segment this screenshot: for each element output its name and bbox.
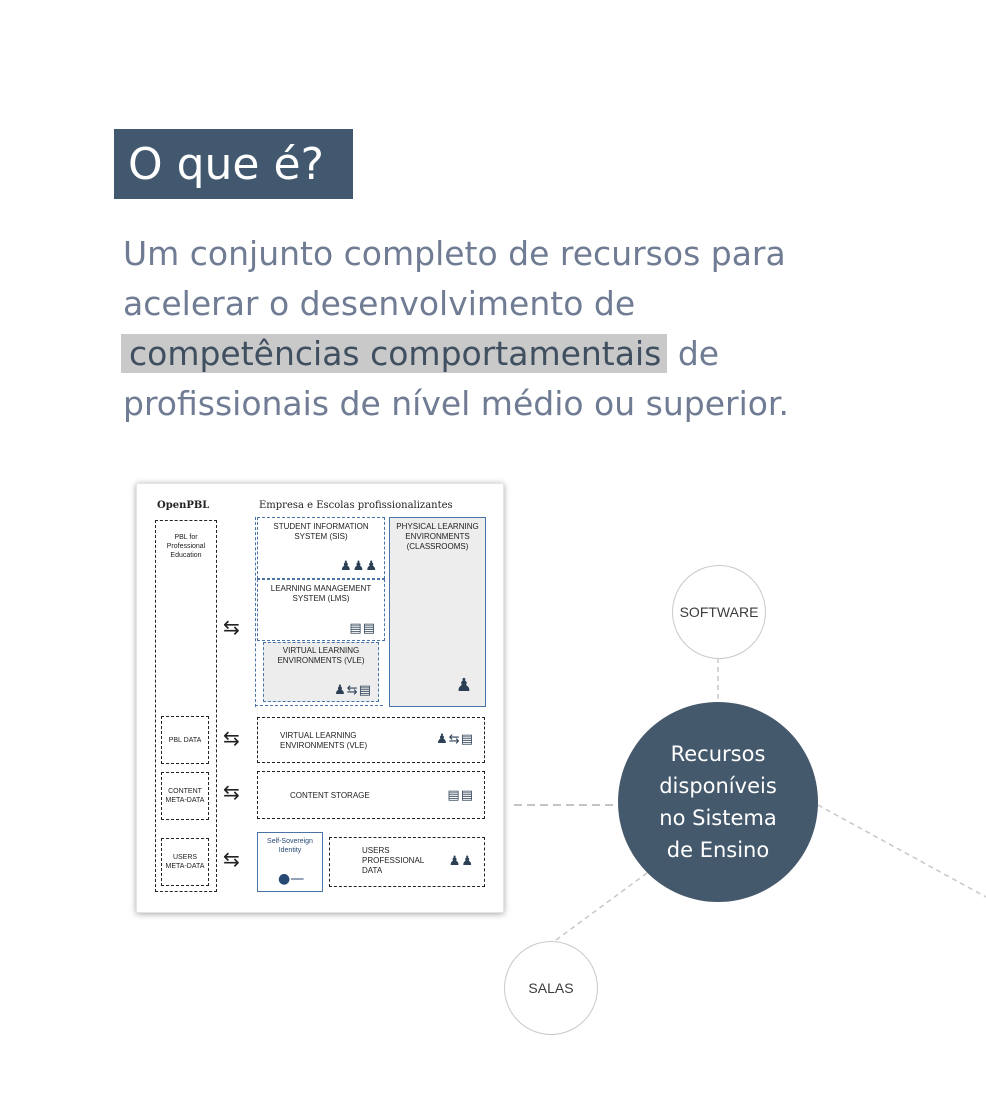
node-center xyxy=(618,702,818,902)
vle-inner-box xyxy=(263,642,379,702)
vle-icons: ♟⇆▤ xyxy=(334,683,372,698)
sis-box xyxy=(257,517,385,579)
users-professional-label: USERS PROFESSIONAL DATA xyxy=(362,846,424,875)
upper-bottom-edge xyxy=(255,705,383,707)
intro-line-2: acelerar o desenvolvimento de xyxy=(123,284,636,323)
architecture-diagram xyxy=(136,483,504,913)
vle-outer-icons: ♟⇆▤ xyxy=(436,732,474,747)
lms-label: LEARNING MANAGEMENT SYSTEM (LMS) xyxy=(270,584,372,603)
intro-line-3-rest: de xyxy=(677,334,720,373)
content-storage-label: CONTENT STORAGE xyxy=(290,791,370,800)
upper-left-edge xyxy=(255,517,259,707)
users-professional-icons: ♟♟ xyxy=(448,854,474,869)
node-salas-label: SALAS xyxy=(528,980,574,996)
intro-line-1: Um conjunto completo de recursos para xyxy=(123,234,786,273)
connector-right xyxy=(818,805,986,897)
node-software xyxy=(672,565,766,659)
content-meta-box xyxy=(161,772,209,820)
users-meta-label: USERS META-DATA xyxy=(165,854,205,870)
pbl-data-box xyxy=(161,716,209,764)
page-title: O que é? xyxy=(128,139,324,190)
highlight-phrase: competências comportamentais xyxy=(121,334,667,373)
users-meta-box xyxy=(161,838,209,886)
users-professional-box xyxy=(329,837,485,887)
arrow-users: ⇆ xyxy=(223,847,240,871)
storage-icons: ▤▤ xyxy=(447,788,474,803)
openpbl-title: OpenPBL xyxy=(157,500,210,511)
vle-outer-box xyxy=(257,717,485,763)
self-sovereign-box xyxy=(257,832,323,892)
connector-salas xyxy=(556,873,647,940)
node-salas xyxy=(504,941,598,1035)
node-center-label: Recursos disponíveis no Sistema de Ensino xyxy=(659,742,777,862)
users-icon: ♟♟♟ xyxy=(340,559,378,574)
vle-outer-label: VIRTUAL LEARNING ENVIRONMENTS (VLE) xyxy=(280,731,368,750)
content-meta-label: CONTENT META-DATA xyxy=(165,788,205,804)
key-icon: ●— xyxy=(278,871,305,887)
lms-box xyxy=(257,579,385,641)
arrow-pbl: ⇆ xyxy=(223,726,240,750)
classroom-icon: ♟ xyxy=(455,675,473,696)
arrow-content: ⇆ xyxy=(223,780,240,804)
pbl-professional-label: PBL for Professional Education xyxy=(166,534,206,559)
node-software-label: SOFTWARE xyxy=(679,604,759,620)
self-sovereign-label: Self-Sovereign Identity xyxy=(267,838,313,854)
openpbl-column xyxy=(155,520,217,892)
vle-inner-label: VIRTUAL LEARNING ENVIRONMENTS (VLE) xyxy=(277,646,365,665)
physical-box xyxy=(389,517,486,707)
content-storage-box xyxy=(257,771,485,819)
intro-line-4: profissionais de nível médio ou superior. xyxy=(123,384,789,423)
physical-label: PHYSICAL LEARNING ENVIRONMENTS (CLASSROOMS) xyxy=(396,522,479,551)
computer-icon: ▤▤ xyxy=(349,621,376,636)
arrow-upper: ⇆ xyxy=(223,615,240,639)
sis-label: STUDENT INFORMATION SYSTEM (SIS) xyxy=(273,522,369,541)
pbl-data-label: PBL DATA xyxy=(168,736,202,744)
company-title: Empresa e Escolas profissionalizantes xyxy=(259,500,453,511)
